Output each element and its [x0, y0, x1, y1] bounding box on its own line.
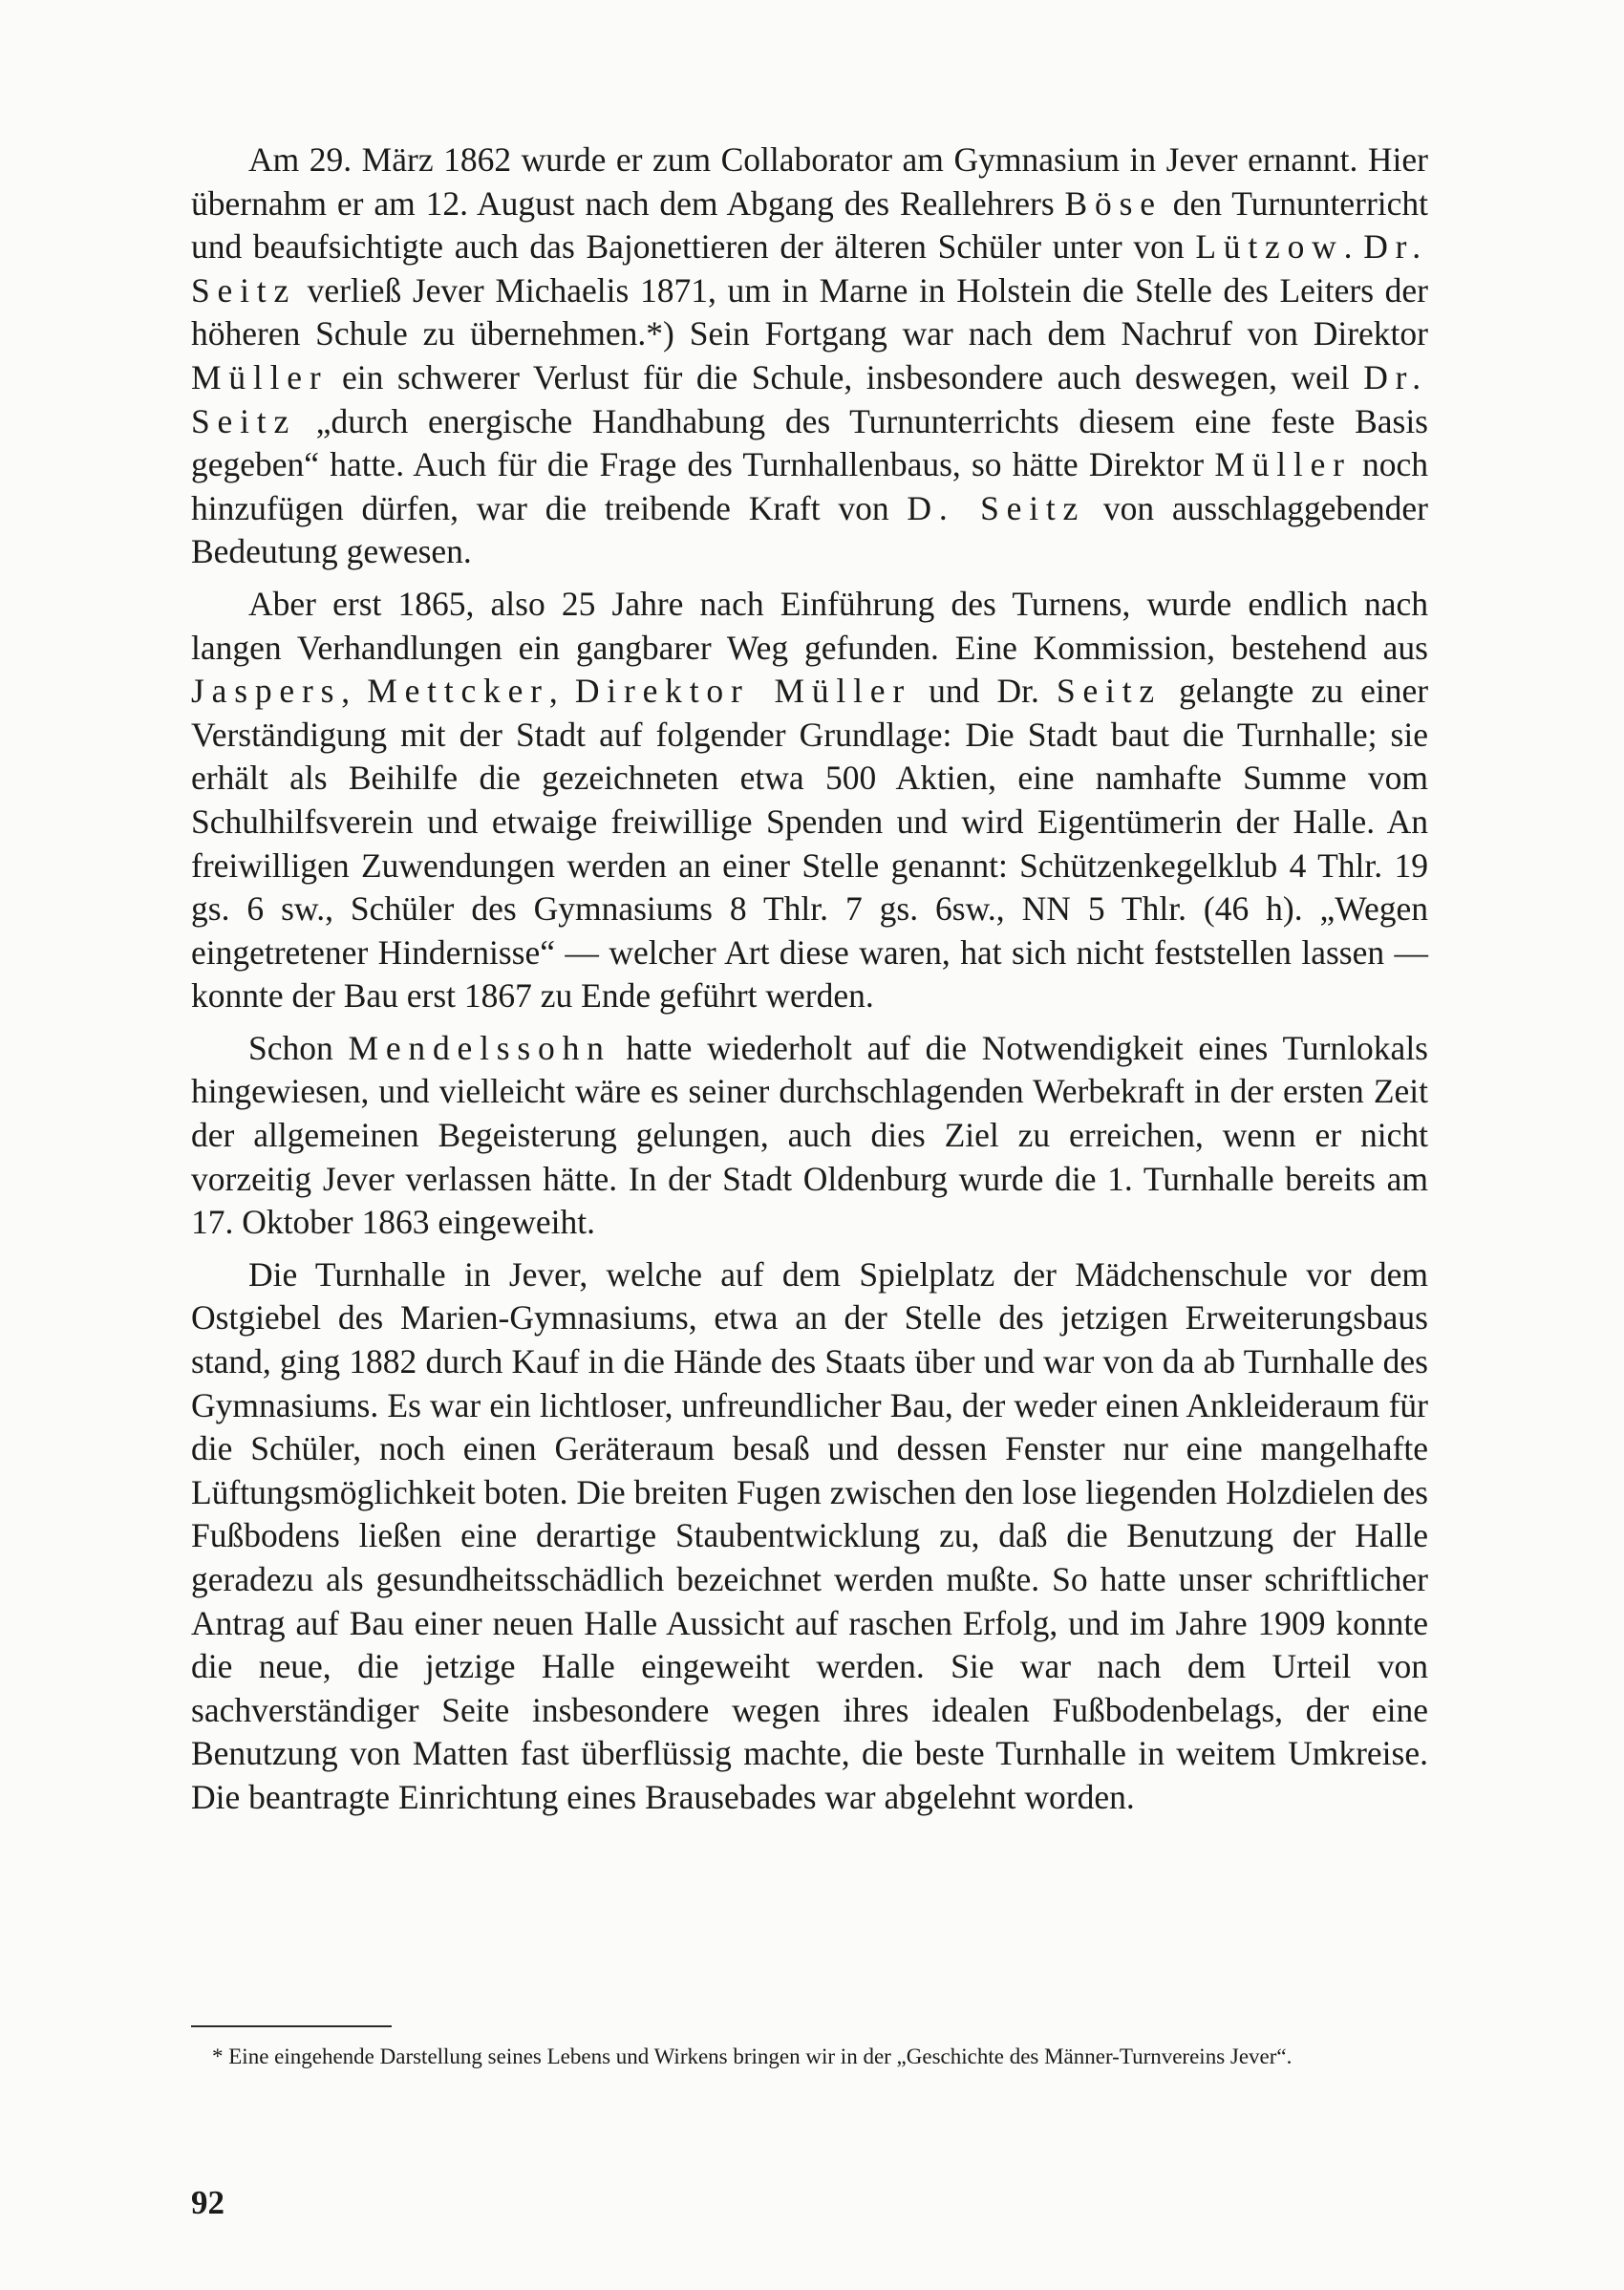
page-body — [191, 139, 1428, 1829]
text-segment: Am 29. März 1862 wurde er zum Collaborator am Gymnasium in Jever ernannt. Hier übernahm er am 12. August nach dem Abgang des Reallehrers — [191, 140, 1428, 223]
text-segment: ein schwerer Verlust für die Schule, insbesondere auch deswegen, weil — [328, 357, 1364, 396]
footnote: * Eine eingehende Darstellung seines Lebens und Wirkens bringen wir in der „Geschichte des Männer-Turnvereins Jever“. — [212, 2044, 1293, 2068]
page-number: 92 — [191, 2184, 224, 2221]
spaced-name: Dr. Seitz — [191, 227, 1428, 310]
spaced-name: Direktor Müller — [574, 672, 911, 711]
spaced-name: Jaspers — [191, 672, 342, 711]
spaced-name: D. Seitz — [907, 488, 1086, 527]
paragraph-4 — [191, 1253, 1428, 1820]
spaced-name: Seitz — [1056, 672, 1162, 711]
text-segment: „durch energische Handhabung des Turnunterrichts diesem eine feste Basis gegeben“ hatte. Auch für die Frage des Turnhallenbaus, so hätte Direktor — [191, 401, 1428, 484]
paragraph-2 — [191, 583, 1428, 1018]
footnote-divider — [191, 2025, 392, 2027]
text-segment: Schon — [248, 1028, 349, 1067]
spaced-name: Lützow — [1195, 227, 1344, 267]
text-segment: , — [548, 672, 575, 711]
text-segment: Die Turnhalle in Jever, welche auf dem Spielplatz der Mädchenschule vor dem Ostgiebel des Marien-Gymnasiums, etwa an der Stelle des jetzigen Erweiterungsbaus stand, ging 1882 durch Kauf in die Hände des Staats über und war von da ab Turnhalle des Gymnasiums. Es war ein lichtloser, unfreundlicher Bau, der weder einen Ankleideraum für die Schüler, noch einen Geräteraum besaß und dessen Fenster nur eine mangelhafte Lüftungsmöglichkeit boten. Die breiten Fugen zwischen den lose liegenden Holzdielen des Fußbodens ließen eine derartige Staubentwicklung zu, daß die Benutzung der Halle geradezu als gesundheitsschädlich bezeichnet werden mußte. So hatte unser schriftlicher Antrag auf Bau einer neuen Halle Aussicht auf raschen Erfolg, und im Jahre 1909 konnte die neue, die jetzige Halle eingeweiht werden. Sie war nach dem Urteil von sachverständiger Seite insbesondere wegen ihres idealen Fußbodenbelags, der eine Benutzung von Matten fast überflüssig machte, die beste Turnhalle in weitem Umkreise. Die beantragte Einrichtung eines Brausebades war abgelehnt worden. — [191, 1254, 1428, 1816]
text-segment: Aber erst 1865, also 25 Jahre nach Einführung des Turnens, wurde endlich nach langen Verhandlungen ein gangbarer Weg gefunden. Eine Kommission, bestehend aus — [191, 584, 1428, 667]
spaced-name: Böse — [1064, 183, 1163, 223]
text-segment: verließ Jever Michaelis 1871, um in Marne in Holstein die Stelle des Leiters der höheren Schule zu übernehmen.*) Sein Fortgang war nach dem Nachruf von Direktor — [191, 270, 1428, 353]
spaced-name: Dr. Seitz — [191, 357, 1428, 440]
spaced-name: Mettcker — [367, 672, 549, 711]
spaced-name: Mendelssohn — [348, 1028, 611, 1067]
text-segment: . — [1343, 227, 1364, 267]
text-segment: und Dr. — [910, 672, 1057, 711]
paragraph-1 — [191, 139, 1428, 574]
text-segment: den Turnunterricht und beaufsichtigte auch das Bajonettieren der älteren Schüler unter von — [191, 183, 1428, 267]
text-segment: noch hinzufügen dürfen, war die treibende Kraft von — [191, 445, 1428, 527]
spaced-name: Müller — [1214, 445, 1352, 484]
text-segment: gelangte zu einer Verständigung mit der Stadt auf folgender Grundlage: Die Stadt baut die Turnhalle; sie erhält als Beihilfe die gezeichneten etwa 500 Aktien, eine namhafte Summe vom Schulhilfsverein und etwaige freiwillige Spenden und wird Eigentümerin der Halle. An freiwilligen Zuwendungen werden an einer Stelle genannt: Schützenkegelklub 4 Thlr. 19 gs. 6 sw., Schüler des Gymnasiums 8 Thlr. 7 gs. 6sw., NN 5 Thlr. (46 h). „Wegen eingetretener Hindernisse“ — welcher Art diese waren, hat sich nicht feststellen lassen — konnte der Bau erst 1867 zu Ende geführt werden. — [191, 672, 1429, 1016]
paragraph-3 — [191, 1027, 1428, 1245]
text-segment: von ausschlaggebender Bedeutung gewesen. — [191, 488, 1429, 571]
text-segment: hatte wiederholt auf die Notwendigkeit eines Turnlokals hingewiesen, und vielleicht wäre es seiner durchschlagenden Werbekraft in der ersten Zeit der allgemeinen Begeisterung gelungen, auch dies Ziel zu erreichen, wenn er nicht vorzeitig Jever verlassen hätte. In der Stadt Oldenburg wurde die 1. Turnhalle bereits am 17. Oktober 1863 eingeweiht. — [191, 1028, 1428, 1242]
text-segment: , — [341, 672, 368, 711]
spaced-name: Müller — [191, 357, 329, 396]
